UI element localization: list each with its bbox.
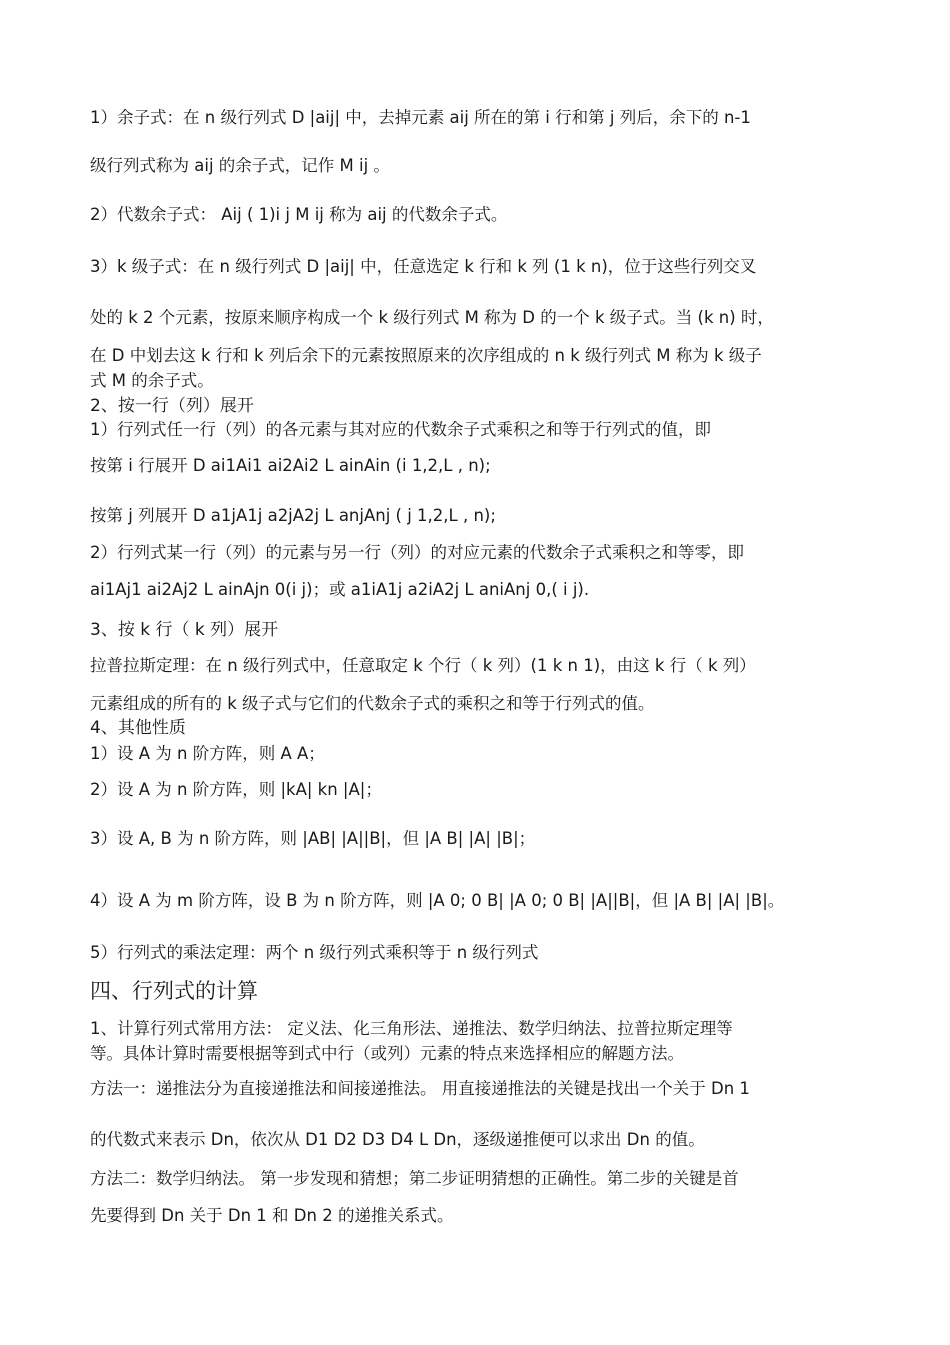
k-minor-complement-cont: 式 M 的余子式。 — [90, 371, 214, 390]
property-5: 5）行列式的乘法定理：两个 n 级行列式乘积等于 n 级行列式 — [90, 943, 539, 962]
cofactor-minor-def-cont: 级行列式称为 aij 的余子式，记作 M ij 。 — [90, 156, 390, 175]
laplace-theorem-cont: 元素组成的所有的 k 级子式与它们的代数余子式的乘积之和等于行列式的值。 — [90, 694, 655, 713]
row-expansion-statement: 1）行列式任一行（列）的各元素与其对应的代数余子式乘积之和等于行列式的值，即 — [90, 420, 711, 439]
column-expansion-formula: 按第 j 列展开 D a1jA1j a2jA2j L anjAnj ( j 1,2,L , n); — [90, 506, 496, 525]
methods-intro: 1、计算行列式常用方法： 定义法、化三角形法、递推法、数学归纳法、拉普拉斯定理等 — [90, 1019, 733, 1038]
algebraic-cofactor-def: 2）代数余子式： Aij ( 1)i j M ij 称为 aij 的代数余子式。 — [90, 205, 508, 224]
k-minor-complement: 在 D 中划去这 k 行和 k 列后余下的元素按照原来的次序组成的 n k 级行列式 M 称为 k 级子 — [90, 346, 762, 365]
k-minor-def-cont: 处的 k 2 个元素，按原来顺序构成一个 k 级行列式 M 称为 D 的一个 k 级子式。当 (k n) 时， — [90, 308, 774, 327]
method-1-recursion-cont: 的代数式来表示 Dn，依次从 D1 D2 D3 D4 L Dn，逐级递推便可以求出 Dn 的值。 — [90, 1130, 705, 1149]
section-heading-other-properties: 4、其他性质 — [90, 718, 186, 738]
method-1-recursion: 方法一：递推法分为直接递推法和间接递推法。 用直接递推法的关键是找出一个关于 Dn 1 — [90, 1079, 750, 1098]
chapter-heading-determinant-computation: 四、行列式的计算 — [90, 979, 258, 1003]
method-2-induction-cont: 先要得到 Dn 关于 Dn 1 和 Dn 2 的递推关系式。 — [90, 1206, 454, 1225]
property-4: 4）设 A 为 m 阶方阵，设 B 为 n 阶方阵，则 |A 0; 0 B| |A 0; 0 B| |A||B|，但 |A B| |A| |B|。 — [90, 891, 785, 910]
laplace-theorem: 拉普拉斯定理：在 n 级行列式中，任意取定 k 个行（ k 列）(1 k n 1)，由这 k 行（ k 列） — [90, 656, 756, 675]
k-minor-def: 3）k 级子式：在 n 级行列式 D |aij| 中，任意选定 k 行和 k 列 (1 k n)，位于这些行列交叉 — [90, 257, 757, 276]
zero-sum-statement: 2）行列式某一行（列）的元素与另一行（列）的对应元素的代数余子式乘积之和等零，即 — [90, 543, 744, 562]
property-1: 1）设 A 为 n 阶方阵，则 A A； — [90, 744, 325, 763]
cofactor-minor-def: 1）余子式：在 n 级行列式 D |aij| 中，去掉元素 aij 所在的第 i 行和第 j 列后，余下的 n-1 — [90, 108, 751, 127]
row-expansion-formula: 按第 i 行展开 D ai1Ai1 ai2Ai2 L ainAin (i 1,2,L , n); — [90, 456, 491, 475]
method-2-induction: 方法二：数学归纳法。 第一步发现和猜想；第二步证明猜想的正确性。第二步的关键是首 — [90, 1169, 739, 1188]
methods-intro-cont: 等。具体计算时需要根据等到式中行（或列）元素的特点来选择相应的解题方法。 — [90, 1044, 684, 1063]
property-2: 2）设 A 为 n 阶方阵，则 |kA| kn |A|； — [90, 780, 382, 799]
zero-sum-formula: ai1Aj1 ai2Aj2 L ainAjn 0(i j)；或 a1iA1j a2iA2j L aniAnj 0,( i j). — [90, 580, 590, 599]
section-heading-row-expansion: 2、按一行（列）展开 — [90, 396, 254, 416]
property-3: 3）设 A, B 为 n 阶方阵，则 |AB| |A||B|，但 |A B| |A| |B|； — [90, 829, 536, 848]
section-heading-k-expansion: 3、按 k 行（ k 列）展开 — [90, 620, 279, 640]
